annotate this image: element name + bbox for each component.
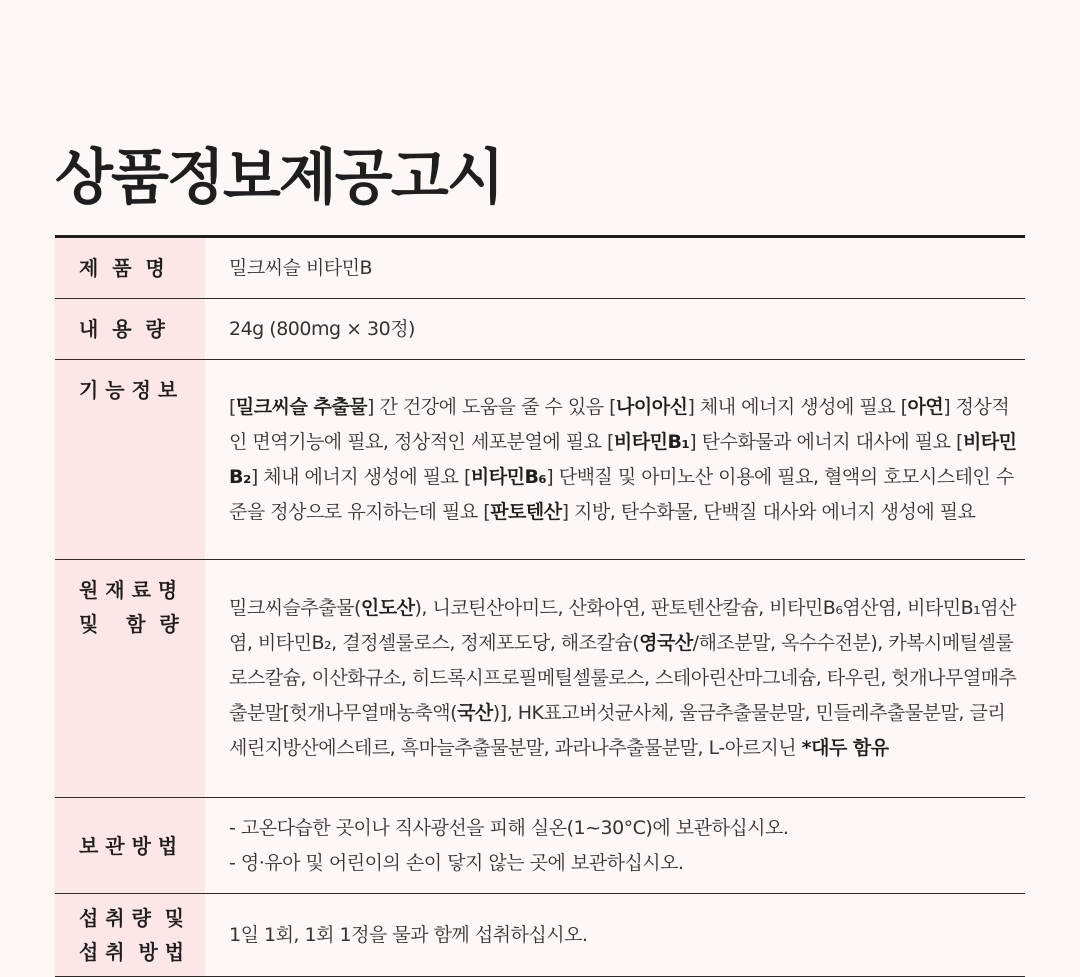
rich-text (229, 597, 1016, 759)
highlight-text: 아연 (907, 395, 944, 418)
highlight-text: 비타민B₂ (229, 430, 1017, 488)
highlight-text: 판토텐산 (490, 500, 562, 523)
row-value: 밀크씨슬 비타민B (205, 237, 1025, 299)
row-value: 24g (800mg × 30정) (205, 299, 1025, 360)
highlight-text: 비타민B₆ (470, 465, 547, 488)
highlight-text: 나이아신 (616, 395, 688, 418)
page-title: 상품정보제공고시 (55, 143, 503, 213)
row-label: 섭 취 량 및 섭 취 방 법 (55, 894, 205, 977)
highlight-text: *대두 함유 (801, 737, 889, 759)
body-text: ] 단백질 및 아미노산 이용에 필요, 혈액의 호모시스테인 수준을 정상으로 유지하는데 필요 [ (229, 465, 1014, 523)
table-row-volume (55, 299, 1025, 360)
storage-line-1: - 고온다습한 곳이나 직사광선을 피해 실온(1~30°C)에 보관하십시오. (229, 816, 789, 839)
table-row-ingredients (55, 560, 1025, 798)
row-label: 내 용 량 (55, 299, 205, 360)
body-text: ] 정상적인 면역기능에 필요, 정상적인 세포분열에 필요 [ (229, 395, 1010, 453)
body-text: ] 체내 에너지 생성에 필요 [ (687, 395, 908, 418)
body-text: ] 탄수화물과 에너지 대사에 필요 [ (689, 430, 963, 453)
row-value (205, 360, 1025, 560)
product-info-table (55, 235, 1025, 977)
row-label: 보 관 방 법 (55, 798, 205, 894)
table-row-storage (55, 798, 1025, 894)
row-value (205, 798, 1025, 894)
highlight-text: 국산 (457, 702, 493, 724)
storage-line-2: - 영·유아 및 어린이의 손이 닿지 않는 곳에 보관하십시오. (229, 851, 684, 874)
table-row-function (55, 360, 1025, 560)
table-row-product-name (55, 237, 1025, 299)
rich-text (229, 396, 1017, 523)
body-text: ] 지방, 탄수화물, 단백질 대사와 에너지 생성에 필요 (561, 500, 976, 523)
highlight-text: 밀크씨슬 추출물 (235, 395, 368, 418)
body-text: [ (229, 395, 236, 418)
row-value (205, 560, 1025, 798)
body-text: ), 니코틴산아미드, 산화아연, 판토텐산칼슘, 비타민B₆염산염, 비타민B₁염산염, 비타민B₂, 결정셀룰로스, 정제포도당, 해조칼슘( (229, 597, 1016, 654)
body-text: /해조분말, 옥수수전분), 카복시메틸셀룰로스칼슘, 이산화규소, 히드록시프로필메틸셀룰로스, 스테아린산마그네슘, 타우린, 헛개나무열매추출분말[헛개나무열매농축액( (229, 632, 1017, 724)
row-label: 원 재 료 명 및 함 량 (55, 560, 205, 798)
table-row-intake (55, 894, 1025, 977)
highlight-text: 비타민B₁ (613, 430, 690, 453)
highlight-text: 영국산 (639, 632, 693, 654)
row-value: 1일 1회, 1회 1정을 물과 함께 섭취하십시오. (205, 894, 1025, 977)
row-label: 제 품 명 (55, 237, 205, 299)
highlight-text: 인도산 (360, 597, 415, 619)
row-label: 기 능 정 보 (55, 360, 205, 560)
body-text: 밀크씨슬추출물( (229, 597, 361, 619)
body-text: )], HK표고버섯균사체, 울금추출물분말, 민들레추출물분말, 글리세린지방산에스테르, 흑마늘추출물분말, 과라나추출물분말, L-아르지닌 (229, 702, 1006, 759)
body-text: ] 체내 에너지 생성에 필요 [ (250, 465, 471, 488)
body-text: ] 간 건강에 도움을 줄 수 있음 [ (367, 395, 617, 418)
